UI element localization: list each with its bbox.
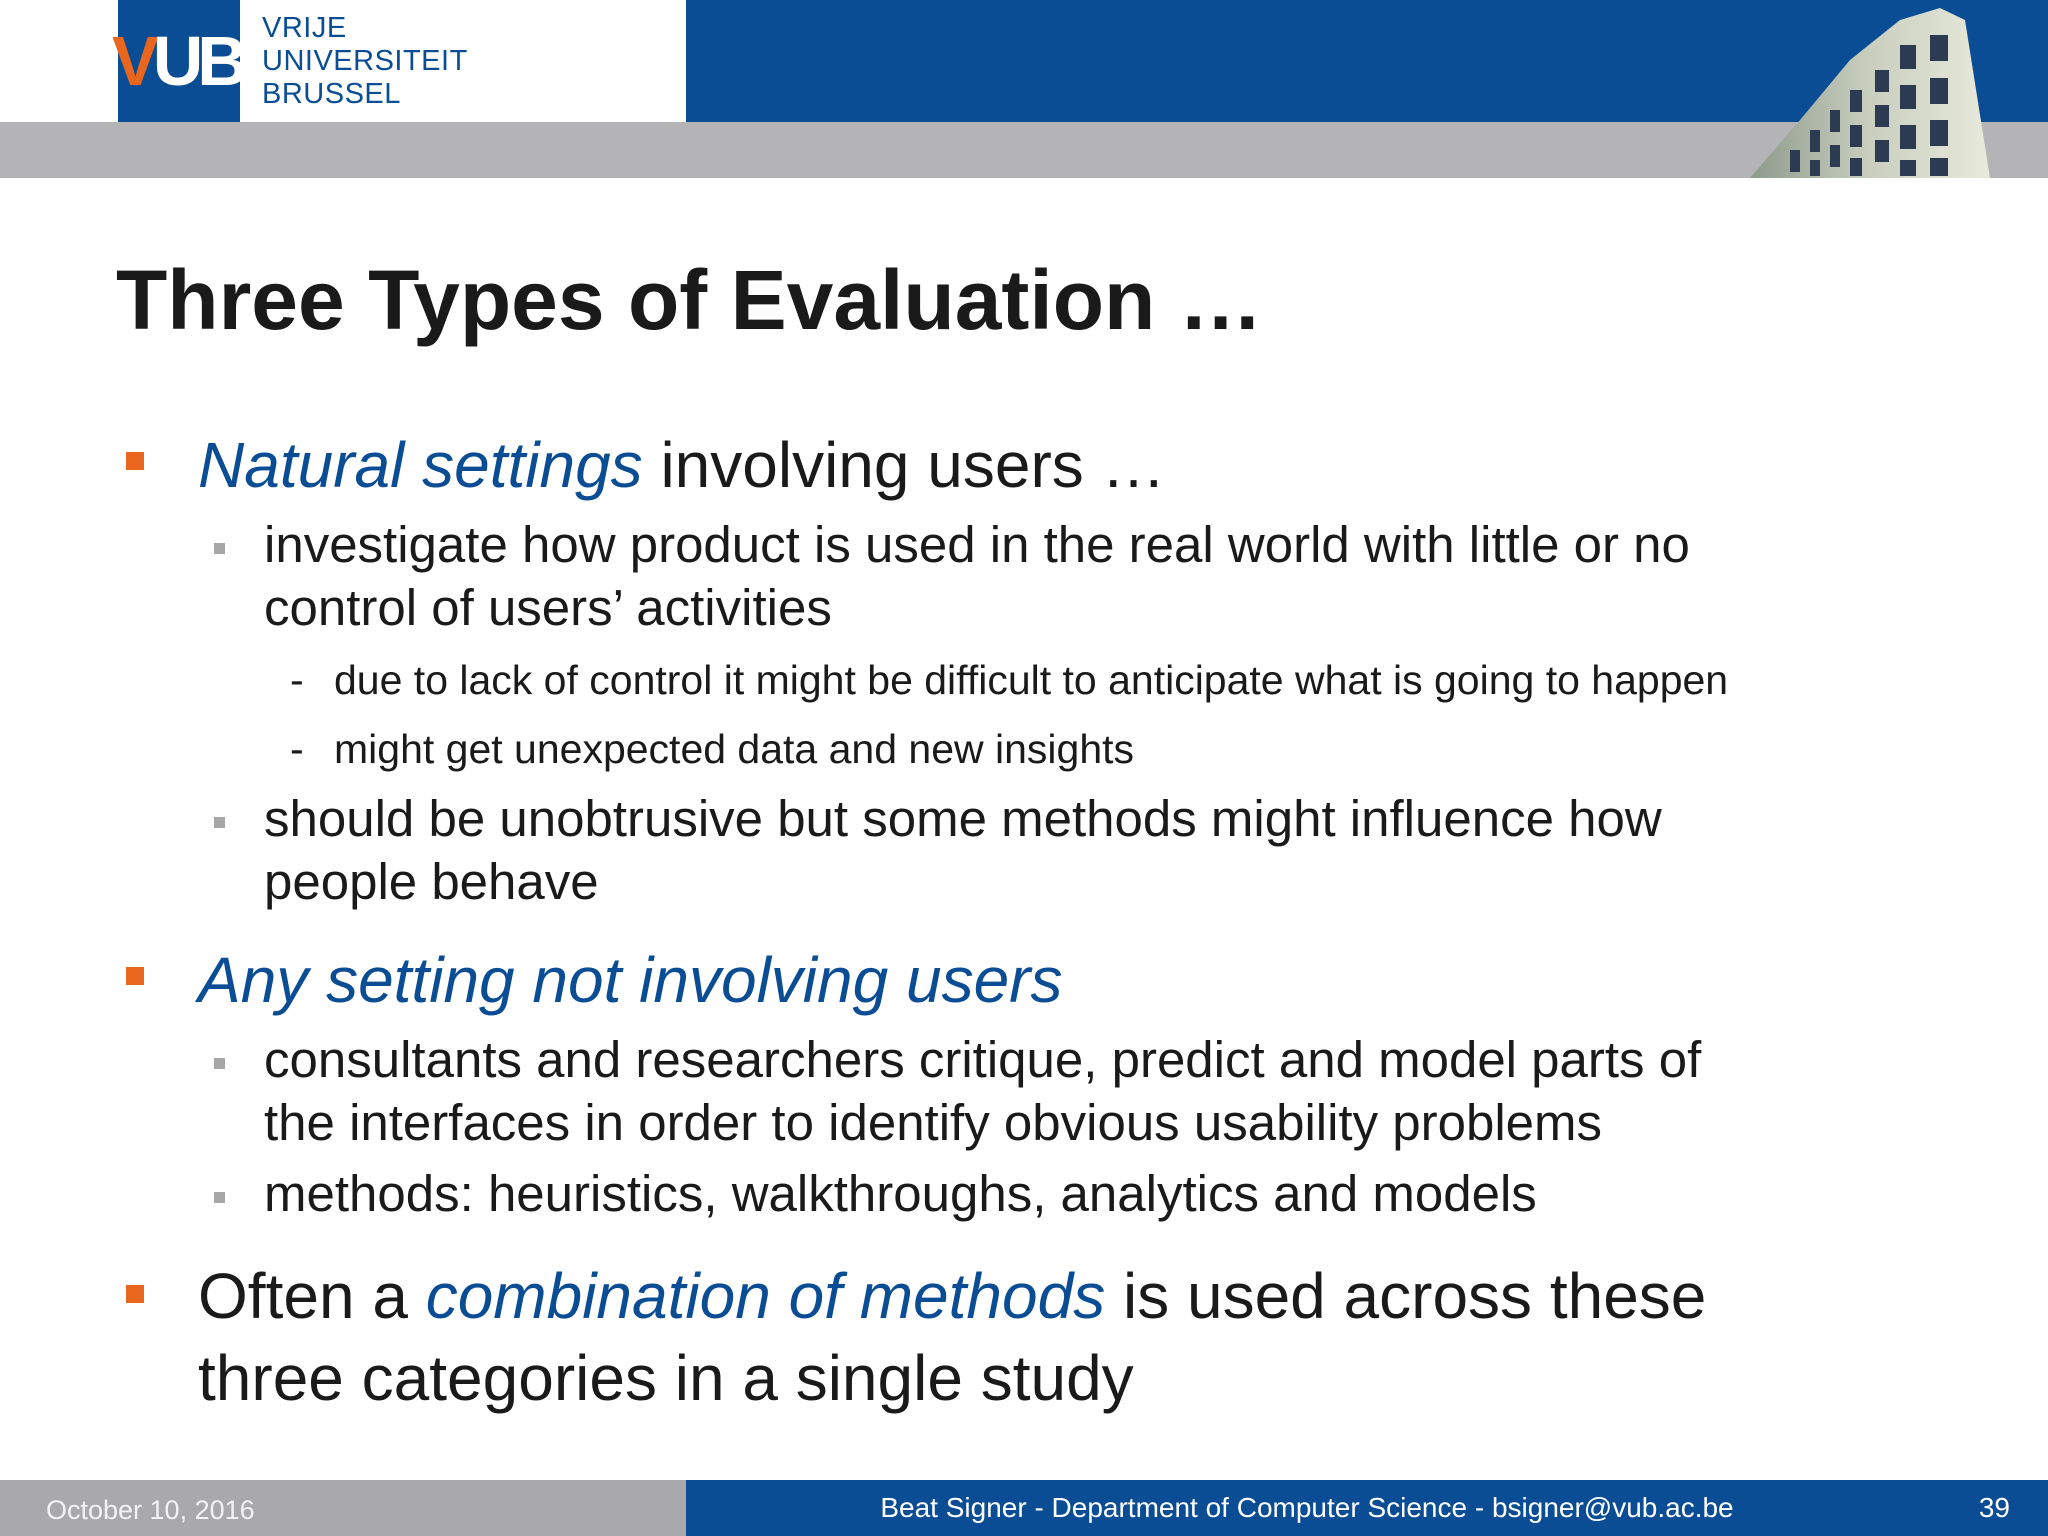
university-name bbox=[262, 12, 502, 111]
bullet-2 bbox=[198, 941, 1062, 1019]
vub-logo-letters bbox=[112, 22, 242, 100]
sub-bullet-marker-2-2 bbox=[214, 1192, 225, 1203]
sub-bullet-marker-2-1 bbox=[214, 1058, 225, 1069]
sub-sub-bullet-2: might get unexpected data and new insights bbox=[334, 726, 1135, 772]
bullet-3-highlight: combination of methods bbox=[425, 1260, 1106, 1332]
sub-bullet-2-1-line1: consultants and researchers critique, predict and model parts of bbox=[264, 1031, 1702, 1088]
sub-bullet-1-2-line2: people behave bbox=[264, 853, 599, 910]
bullet-marker-1 bbox=[126, 452, 144, 470]
bullet-marker-2 bbox=[126, 967, 144, 985]
bullet-1-rest: involving users … bbox=[642, 429, 1166, 501]
vub-logo bbox=[112, 0, 242, 122]
sub-bullet-marker-1-2 bbox=[214, 817, 225, 828]
bullet-3-after: is used across these bbox=[1105, 1260, 1707, 1332]
dash-marker-1: - bbox=[290, 657, 304, 703]
building-photo bbox=[1740, 0, 2000, 178]
bullet-3-line2: three categories in a single study bbox=[198, 1342, 1134, 1414]
sub-bullet-marker-1-1 bbox=[214, 543, 225, 554]
university-name-line1: VRIJE bbox=[262, 12, 347, 44]
footer-author: Beat Signer - Department of Computer Science - bsigner@vub.ac.be bbox=[880, 1492, 1734, 1523]
footer-page-number: 39 bbox=[1978, 1492, 2010, 1523]
bullet-2-highlight: Any setting not involving users bbox=[198, 944, 1063, 1016]
bullet-1 bbox=[198, 426, 1166, 504]
university-name-line2: UNIVERSITEIT bbox=[262, 45, 468, 77]
university-name-line3: BRUSSEL bbox=[262, 78, 401, 110]
dash-marker-2: - bbox=[290, 726, 304, 772]
sub-sub-bullet-1: due to lack of control it might be difficult to anticipate what is going to happen bbox=[334, 657, 1729, 703]
footer-date: October 10, 2016 bbox=[46, 1495, 255, 1525]
vub-logo-ub: UB bbox=[152, 22, 242, 100]
sub-bullet-2-2-line1: methods: heuristics, walkthroughs, analytics and models bbox=[264, 1165, 1537, 1222]
sub-bullet-1-2-line1: should be unobtrusive but some methods might influence how bbox=[264, 790, 1662, 847]
bullet-1-highlight: Natural settings bbox=[198, 429, 643, 501]
bullet-3-before: Often a bbox=[198, 1260, 426, 1332]
vub-logo-v: V bbox=[112, 22, 153, 100]
bullet-marker-3 bbox=[126, 1285, 144, 1303]
sub-bullet-2-1-line2: the interfaces in order to identify obvious usability problems bbox=[264, 1094, 1603, 1151]
slide-title: Three Types of Evaluation … bbox=[116, 253, 1263, 347]
sub-bullet-1-1-line2: control of users’ activities bbox=[264, 579, 832, 636]
bullet-3-line1 bbox=[198, 1257, 1706, 1335]
sub-bullet-1-1-line1: investigate how product is used in the real world with little or no bbox=[264, 516, 1690, 573]
